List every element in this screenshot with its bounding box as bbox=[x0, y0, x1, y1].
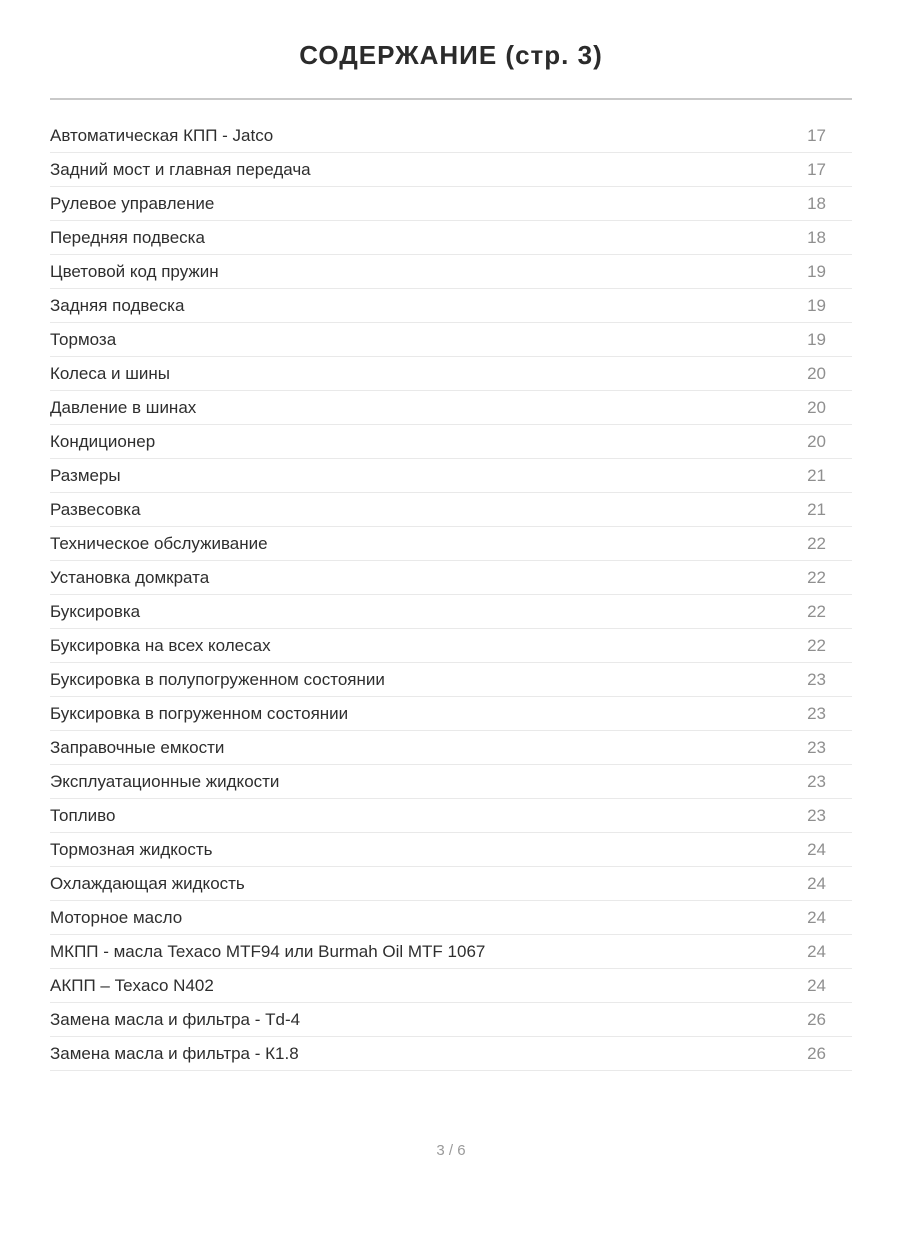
toc-entry-label: Буксировка на всех колесах bbox=[50, 635, 271, 655]
toc-entry[interactable] bbox=[50, 323, 852, 357]
toc-entry[interactable] bbox=[50, 799, 852, 833]
toc-entry-page-number: 24 bbox=[807, 907, 826, 927]
toc-entry[interactable] bbox=[50, 1037, 852, 1071]
toc-entry[interactable] bbox=[50, 731, 852, 765]
toc-entry[interactable] bbox=[50, 629, 852, 663]
toc-entry-label: Установка домкрата bbox=[50, 567, 210, 587]
toc-entry[interactable] bbox=[50, 425, 852, 459]
toc-entry[interactable] bbox=[50, 1003, 852, 1037]
toc-entry-page-number: 24 bbox=[807, 839, 826, 859]
toc-entry[interactable] bbox=[50, 833, 852, 867]
toc-entry[interactable] bbox=[50, 663, 852, 697]
toc-entry[interactable] bbox=[50, 255, 852, 289]
toc-entry-page-number: 26 bbox=[807, 1043, 826, 1063]
toc-entry-label: Тормоза bbox=[50, 329, 117, 349]
toc-entry-label: Давление в шинах bbox=[50, 397, 197, 417]
toc-entry[interactable] bbox=[50, 697, 852, 731]
toc-entry-page-number: 20 bbox=[807, 363, 826, 383]
toc-entry-page-number: 18 bbox=[807, 193, 826, 213]
page-indicator: 3 / 6 bbox=[436, 1142, 466, 1160]
toc-entry-label: АКПП – Texaco N402 bbox=[50, 975, 214, 995]
toc-entry-page-number: 22 bbox=[807, 567, 826, 587]
toc-entry[interactable] bbox=[50, 187, 852, 221]
toc-entry-page-number: 20 bbox=[807, 431, 826, 451]
toc-list bbox=[50, 100, 852, 1071]
toc-entry-page-number: 24 bbox=[807, 941, 826, 961]
toc-entry-page-number: 23 bbox=[807, 805, 826, 825]
toc-entry[interactable] bbox=[50, 493, 852, 527]
toc-entry-page-number: 17 bbox=[807, 159, 826, 179]
toc-entry[interactable] bbox=[50, 221, 852, 255]
toc-entry-page-number: 21 bbox=[807, 499, 826, 519]
toc-entry-page-number: 19 bbox=[807, 295, 826, 315]
toc-entry-label: Замена масла и фильтра - К1.8 bbox=[50, 1043, 299, 1063]
toc-entry-page-number: 18 bbox=[807, 227, 826, 247]
toc-entry-label: Техническое обслуживание bbox=[50, 533, 268, 553]
toc-entry[interactable] bbox=[50, 391, 852, 425]
toc-entry-label: Буксировка в полупогруженном состоянии bbox=[50, 669, 385, 689]
toc-entry-label: Задняя подвеска bbox=[50, 295, 185, 315]
toc-entry-label: Заправочные емкости bbox=[50, 737, 225, 757]
toc-entry[interactable] bbox=[50, 935, 852, 969]
toc-entry-label: Размеры bbox=[50, 465, 121, 485]
toc-entry-label: Охлаждающая жидкость bbox=[50, 873, 245, 893]
toc-entry-page-number: 23 bbox=[807, 703, 826, 723]
toc-entry-label: Буксировка bbox=[50, 601, 141, 621]
toc-entry-page-number: 21 bbox=[807, 465, 826, 485]
toc-entry-page-number: 22 bbox=[807, 635, 826, 655]
toc-entry-label: Рулевое управление bbox=[50, 193, 215, 213]
toc-entry-page-number: 23 bbox=[807, 669, 826, 689]
toc-entry-label: Тормозная жидкость bbox=[50, 839, 213, 859]
toc-entry-label: Передняя подвеска bbox=[50, 227, 205, 247]
toc-entry-label: Замена масла и фильтра - Td-4 bbox=[50, 1009, 301, 1029]
toc-entry[interactable] bbox=[50, 867, 852, 901]
toc-entry[interactable] bbox=[50, 459, 852, 493]
toc-entry-label: Колеса и шины bbox=[50, 363, 170, 383]
toc-entry-label: Задний мост и главная передача bbox=[50, 159, 311, 179]
toc-entry[interactable] bbox=[50, 357, 852, 391]
toc-entry[interactable] bbox=[50, 969, 852, 1003]
toc-entry-label: Моторное масло bbox=[50, 907, 183, 927]
toc-entry-page-number: 23 bbox=[807, 737, 826, 757]
toc-entry[interactable] bbox=[50, 765, 852, 799]
toc-entry-page-number: 19 bbox=[807, 261, 826, 281]
toc-entry[interactable] bbox=[50, 527, 852, 561]
toc-entry-label: Эксплуатационные жидкости bbox=[50, 771, 280, 791]
toc-entry-page-number: 19 bbox=[807, 329, 826, 349]
toc-entry[interactable] bbox=[50, 561, 852, 595]
document-page bbox=[0, 40, 900, 1160]
toc-entry-page-number: 23 bbox=[807, 771, 826, 791]
toc-entry[interactable] bbox=[50, 119, 852, 153]
toc-entry-page-number: 20 bbox=[807, 397, 826, 417]
toc-entry-page-number: 17 bbox=[807, 125, 826, 145]
toc-entry-label: Автоматическая КПП - Jatco bbox=[50, 125, 274, 145]
toc-entry-page-number: 22 bbox=[807, 601, 826, 621]
toc-entry-page-number: 22 bbox=[807, 533, 826, 553]
toc-entry-label: Топливо bbox=[50, 805, 116, 825]
toc-entry[interactable] bbox=[50, 153, 852, 187]
toc-entry-label: Цветовой код пружин bbox=[50, 261, 219, 281]
page-title: СОДЕРЖАНИЕ (стр. 3) bbox=[299, 40, 603, 70]
toc-entry[interactable] bbox=[50, 595, 852, 629]
toc-entry-page-number: 26 bbox=[807, 1009, 826, 1029]
toc-entry[interactable] bbox=[50, 289, 852, 323]
toc-entry-label: Буксировка в погруженном состоянии bbox=[50, 703, 349, 723]
toc-entry-page-number: 24 bbox=[807, 975, 826, 995]
toc-entry[interactable] bbox=[50, 901, 852, 935]
toc-entry-label: Кондиционер bbox=[50, 431, 156, 451]
toc-entry-label: МКПП - масла Texaco MTF94 или Burmah Oil MTF 1067 bbox=[50, 941, 486, 961]
toc-entry-page-number: 24 bbox=[807, 873, 826, 893]
toc-entry-label: Развесовка bbox=[50, 499, 141, 519]
